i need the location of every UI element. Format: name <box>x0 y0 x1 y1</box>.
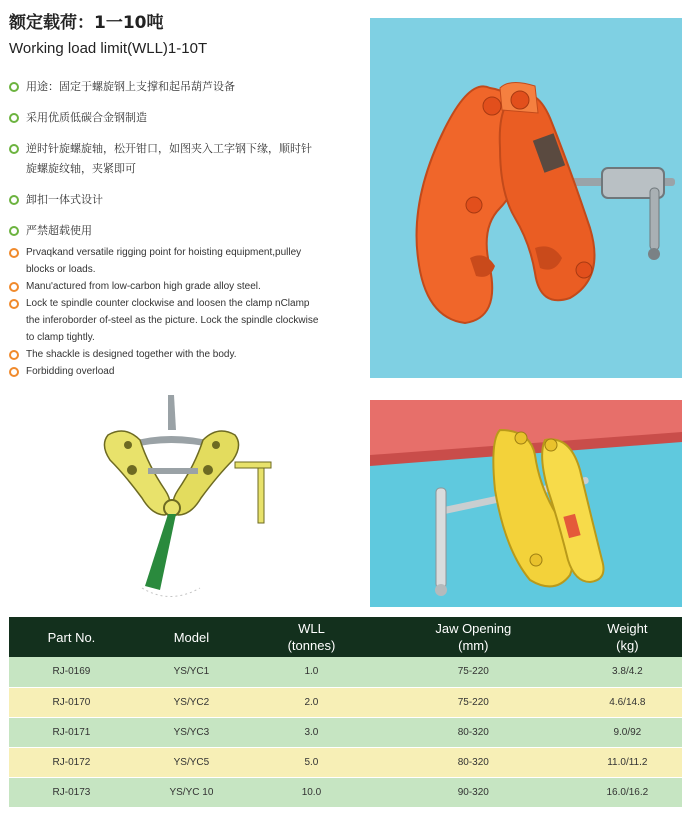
table-row: RJ-0170 YS/YC2 2.0 75-220 4.6/14.8 <box>9 687 682 717</box>
table-row: RJ-0171 YS/YC3 3.0 80-320 9.0/92 <box>9 717 682 747</box>
feature-item-cn: 采用优质低碳合金钢制造 <box>9 111 344 131</box>
orange-circle-bullet-icon <box>9 248 19 258</box>
green-circle-bullet-icon <box>9 82 19 92</box>
beam-clamp-sketch-icon <box>90 390 290 600</box>
orange-circle-bullet-icon <box>9 367 19 377</box>
table-row: RJ-0169 YS/YC1 1.0 75-220 3.8/4.2 <box>9 657 682 687</box>
header-jaw-opening: Jaw Opening (mm) <box>374 617 573 657</box>
feature-list-en <box>9 244 349 380</box>
table-row: RJ-0172 YS/YC5 5.0 80-320 11.0/11.2 <box>9 747 682 777</box>
feature-item-en-continued: to clamp tightly. <box>26 332 95 343</box>
green-circle-bullet-icon <box>9 113 19 123</box>
feature-item-cn: 严禁超载使用 <box>9 224 344 244</box>
feature-item-en-continued: blocks or loads. <box>26 264 96 275</box>
feature-item-en: Manu'actured from low-carbon high grade alloy steel. <box>9 278 349 295</box>
feature-item-cn-continued: 旋螺旋纹轴，夹紧即可 <box>26 162 136 175</box>
beam-clamp-icon <box>370 400 682 607</box>
orange-circle-bullet-icon <box>9 350 19 360</box>
feature-item-en: Forbidding overload <box>9 363 349 380</box>
table-header-row <box>9 617 682 657</box>
orange-circle-bullet-icon <box>9 282 19 292</box>
yellow-beam-clamp-photo <box>370 400 682 607</box>
feature-list-cn <box>9 80 344 255</box>
beam-clamp-icon <box>370 18 682 378</box>
green-circle-bullet-icon <box>9 226 19 236</box>
feature-item-cn: 用途：固定于螺旋钢上支撑和起吊葫芦设备 <box>9 80 344 100</box>
header-model: Model <box>134 617 249 657</box>
feature-item-en: Prvaqkand versatile rigging point for hoisting equipment,pulley <box>9 244 349 261</box>
page-title-cn: 额定载荷：1一10吨 <box>9 13 164 33</box>
specification-table <box>9 617 682 808</box>
feature-item-en: Lock te spindle counter clockwise and loosen the clamp nClamp <box>9 295 349 312</box>
feature-item-cn: 卸扣一体式设计 <box>9 193 344 213</box>
header-weight: Weight (kg) <box>573 617 682 657</box>
orange-circle-bullet-icon <box>9 299 19 309</box>
beam-clamp-diagram <box>90 390 290 600</box>
green-circle-bullet-icon <box>9 195 19 205</box>
table-row: RJ-0173 YS/YC 10 10.0 90-320 16.0/16.2 <box>9 777 682 807</box>
feature-item-cn: 逆时针旋螺旋轴，松开钳口，如图夹入工字钢下缘，顺时针 <box>9 142 344 162</box>
feature-item-en: The shackle is designed together with the body. <box>9 346 349 363</box>
header-part-no: Part No. <box>9 617 134 657</box>
header-wll: WLL (tonnes) <box>249 617 374 657</box>
page-title-en: Working load limit(WLL)1-10T <box>9 40 208 57</box>
green-circle-bullet-icon <box>9 144 19 154</box>
feature-item-en-continued: the inferoborder of-steel as the picture. Lock the spindle clockwise <box>26 315 319 326</box>
orange-beam-clamp-photo <box>370 18 682 378</box>
